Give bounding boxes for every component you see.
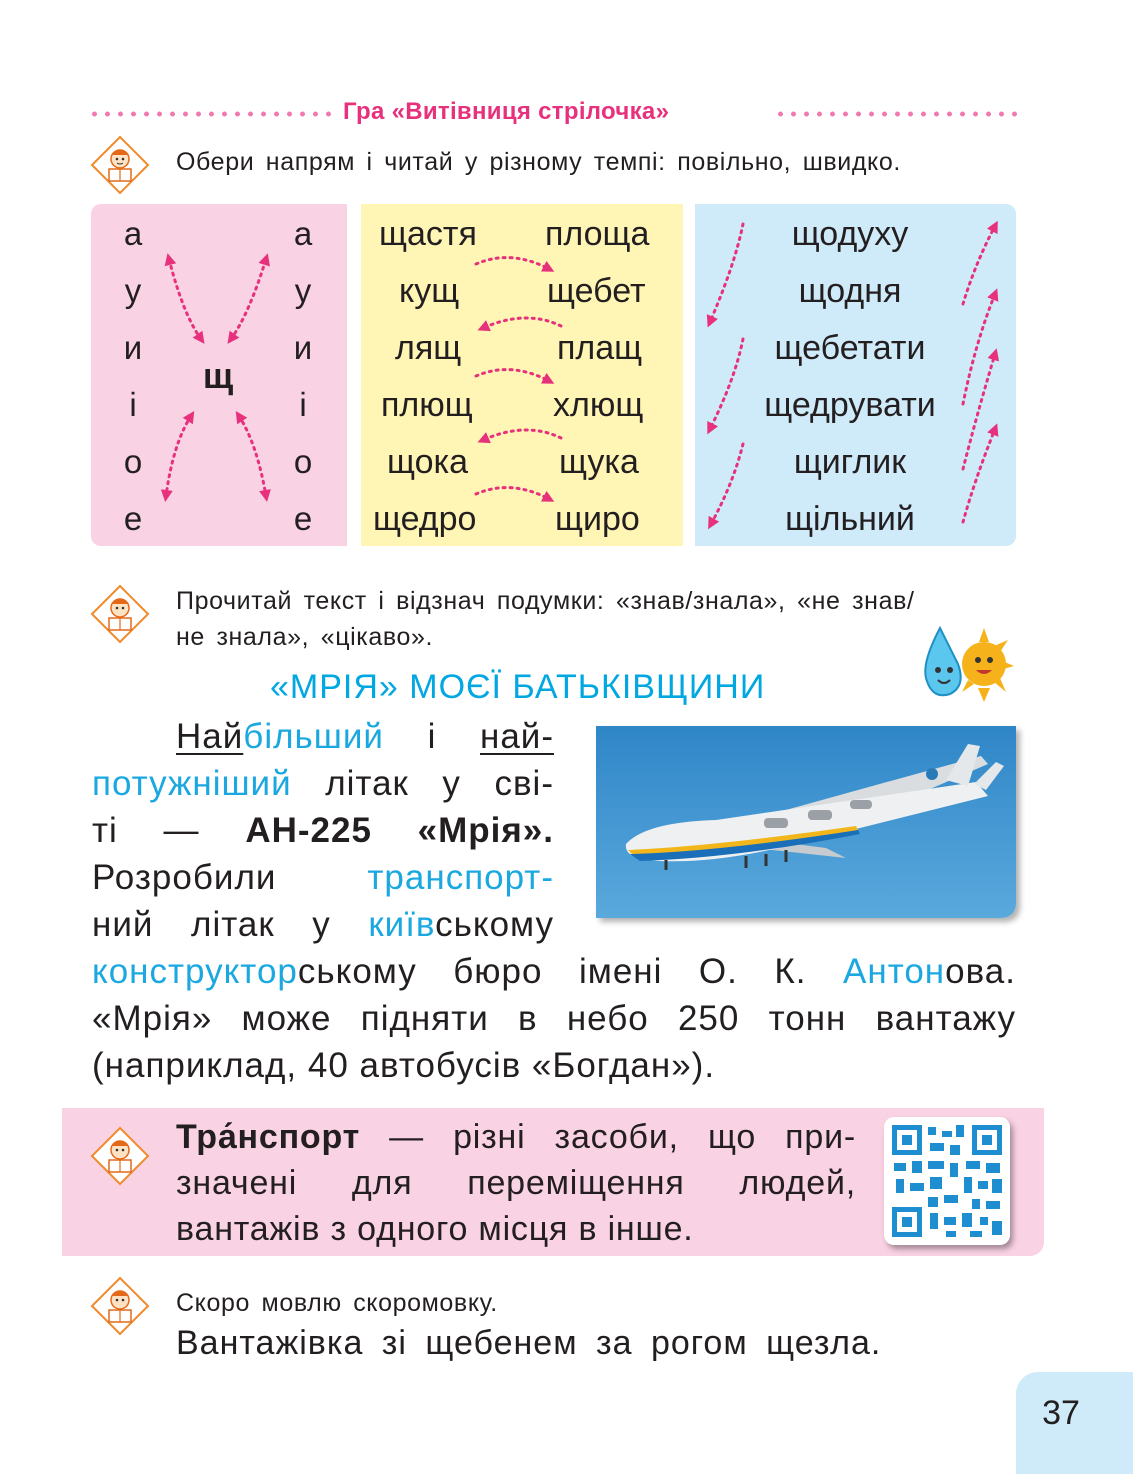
word-right: плащ (557, 329, 643, 367)
word-left: щока (387, 443, 469, 481)
right-vowel: е (293, 500, 313, 537)
arrows-vertical (695, 204, 1016, 546)
right-vowel: а (293, 215, 313, 252)
reading-boy-icon (90, 135, 150, 195)
word-column-panel (695, 204, 1016, 546)
word: щільний (785, 500, 915, 538)
article-title: «МРІЯ» МОЄЇ БАТЬКІВЩИНИ (270, 668, 766, 706)
dotted-divider-left (88, 111, 333, 117)
page-number: 37 (1042, 1394, 1080, 1432)
definition-line-3: вантажів з одного місця в інше. (176, 1210, 694, 1248)
left-vowel: о (123, 443, 143, 480)
instruction-read-text-line2: не знала», «цікаво». (176, 623, 434, 651)
word-right: площа (545, 215, 650, 253)
definition-text (176, 1114, 856, 1252)
game-title: Гра «Витівниця стрілочка» (343, 98, 670, 125)
arrows-zigzag (361, 204, 683, 546)
left-vowel: а (123, 215, 143, 252)
right-vowel: і (299, 386, 307, 423)
article-line-6: конструкторському бюро імені О. К. Антонова. (92, 952, 1016, 991)
word-right: щука (559, 443, 639, 481)
reading-boy-icon (90, 1276, 150, 1336)
instruction-read-text-line1: Прочитай текст і відзнач подумки: «знав/знала», «не знав/ (176, 587, 915, 615)
article-line-5: ний літак у київському (92, 905, 554, 944)
word: щиглик (793, 443, 907, 481)
right-vowel: и (293, 329, 313, 366)
drop-and-sun-mascots-icon (912, 622, 1016, 708)
left-vowel: и (123, 329, 143, 366)
definition-line-1: Тра́нспорт — різні засоби, що при- (176, 1118, 856, 1156)
word-left: плющ (381, 386, 473, 424)
word-left: щедро (373, 500, 477, 538)
word: щодуху (791, 215, 909, 253)
left-vowel: і (129, 386, 137, 423)
right-vowel: у (294, 272, 312, 309)
article-body (0, 714, 1133, 1094)
arrows-x-diagram (91, 204, 347, 546)
qr-code-icon (884, 1117, 1010, 1245)
game-title-row (88, 98, 1018, 128)
article-line-7: «Мрія» може підняти в небо 250 тонн вантажу (92, 999, 1016, 1038)
center-consonant: щ (202, 355, 234, 396)
right-vowel: о (293, 443, 313, 480)
qr-code[interactable] (884, 1117, 1010, 1245)
page-number-tab (1016, 1372, 1133, 1474)
tongue-twister-instruction: Скоро мовлю скоромовку. (176, 1289, 498, 1317)
word-left: кущ (399, 272, 460, 310)
article-line-1: Найбільший і най- (176, 717, 554, 756)
word-right: щиро (555, 500, 640, 538)
word-left: лящ (395, 329, 462, 367)
definition-line-2: значені для переміщення людей, (176, 1164, 856, 1202)
word-right: хлющ (553, 386, 644, 424)
instruction-choose-direction: Обери напрям і читай у різному темпі: повільно, швидко. (176, 148, 901, 176)
article-line-4: Розробили транспорт- (92, 858, 554, 897)
tongue-twister-text: Вантажівка зі щебенем за рогом щезла. (176, 1324, 882, 1362)
word: щедрувати (764, 386, 936, 424)
word-left: щастя (379, 215, 477, 253)
reading-boy-icon (90, 1126, 150, 1186)
left-vowel: е (123, 500, 143, 537)
word: щодня (798, 272, 902, 310)
word-right: щебет (547, 272, 646, 310)
article-line-8: (наприклад, 40 автобусів «Богдан»). (92, 1046, 716, 1085)
left-vowel: у (124, 272, 142, 309)
word: щебетати (774, 329, 926, 367)
reading-boy-icon (90, 584, 150, 644)
dotted-divider-right (774, 111, 1018, 117)
syllable-panel (91, 204, 347, 546)
word-pairs-panel (361, 204, 683, 546)
article-line-3: ті — АН-225 «Мрія». (92, 811, 554, 850)
article-line-2: потужніший літак у сві- (92, 764, 554, 803)
